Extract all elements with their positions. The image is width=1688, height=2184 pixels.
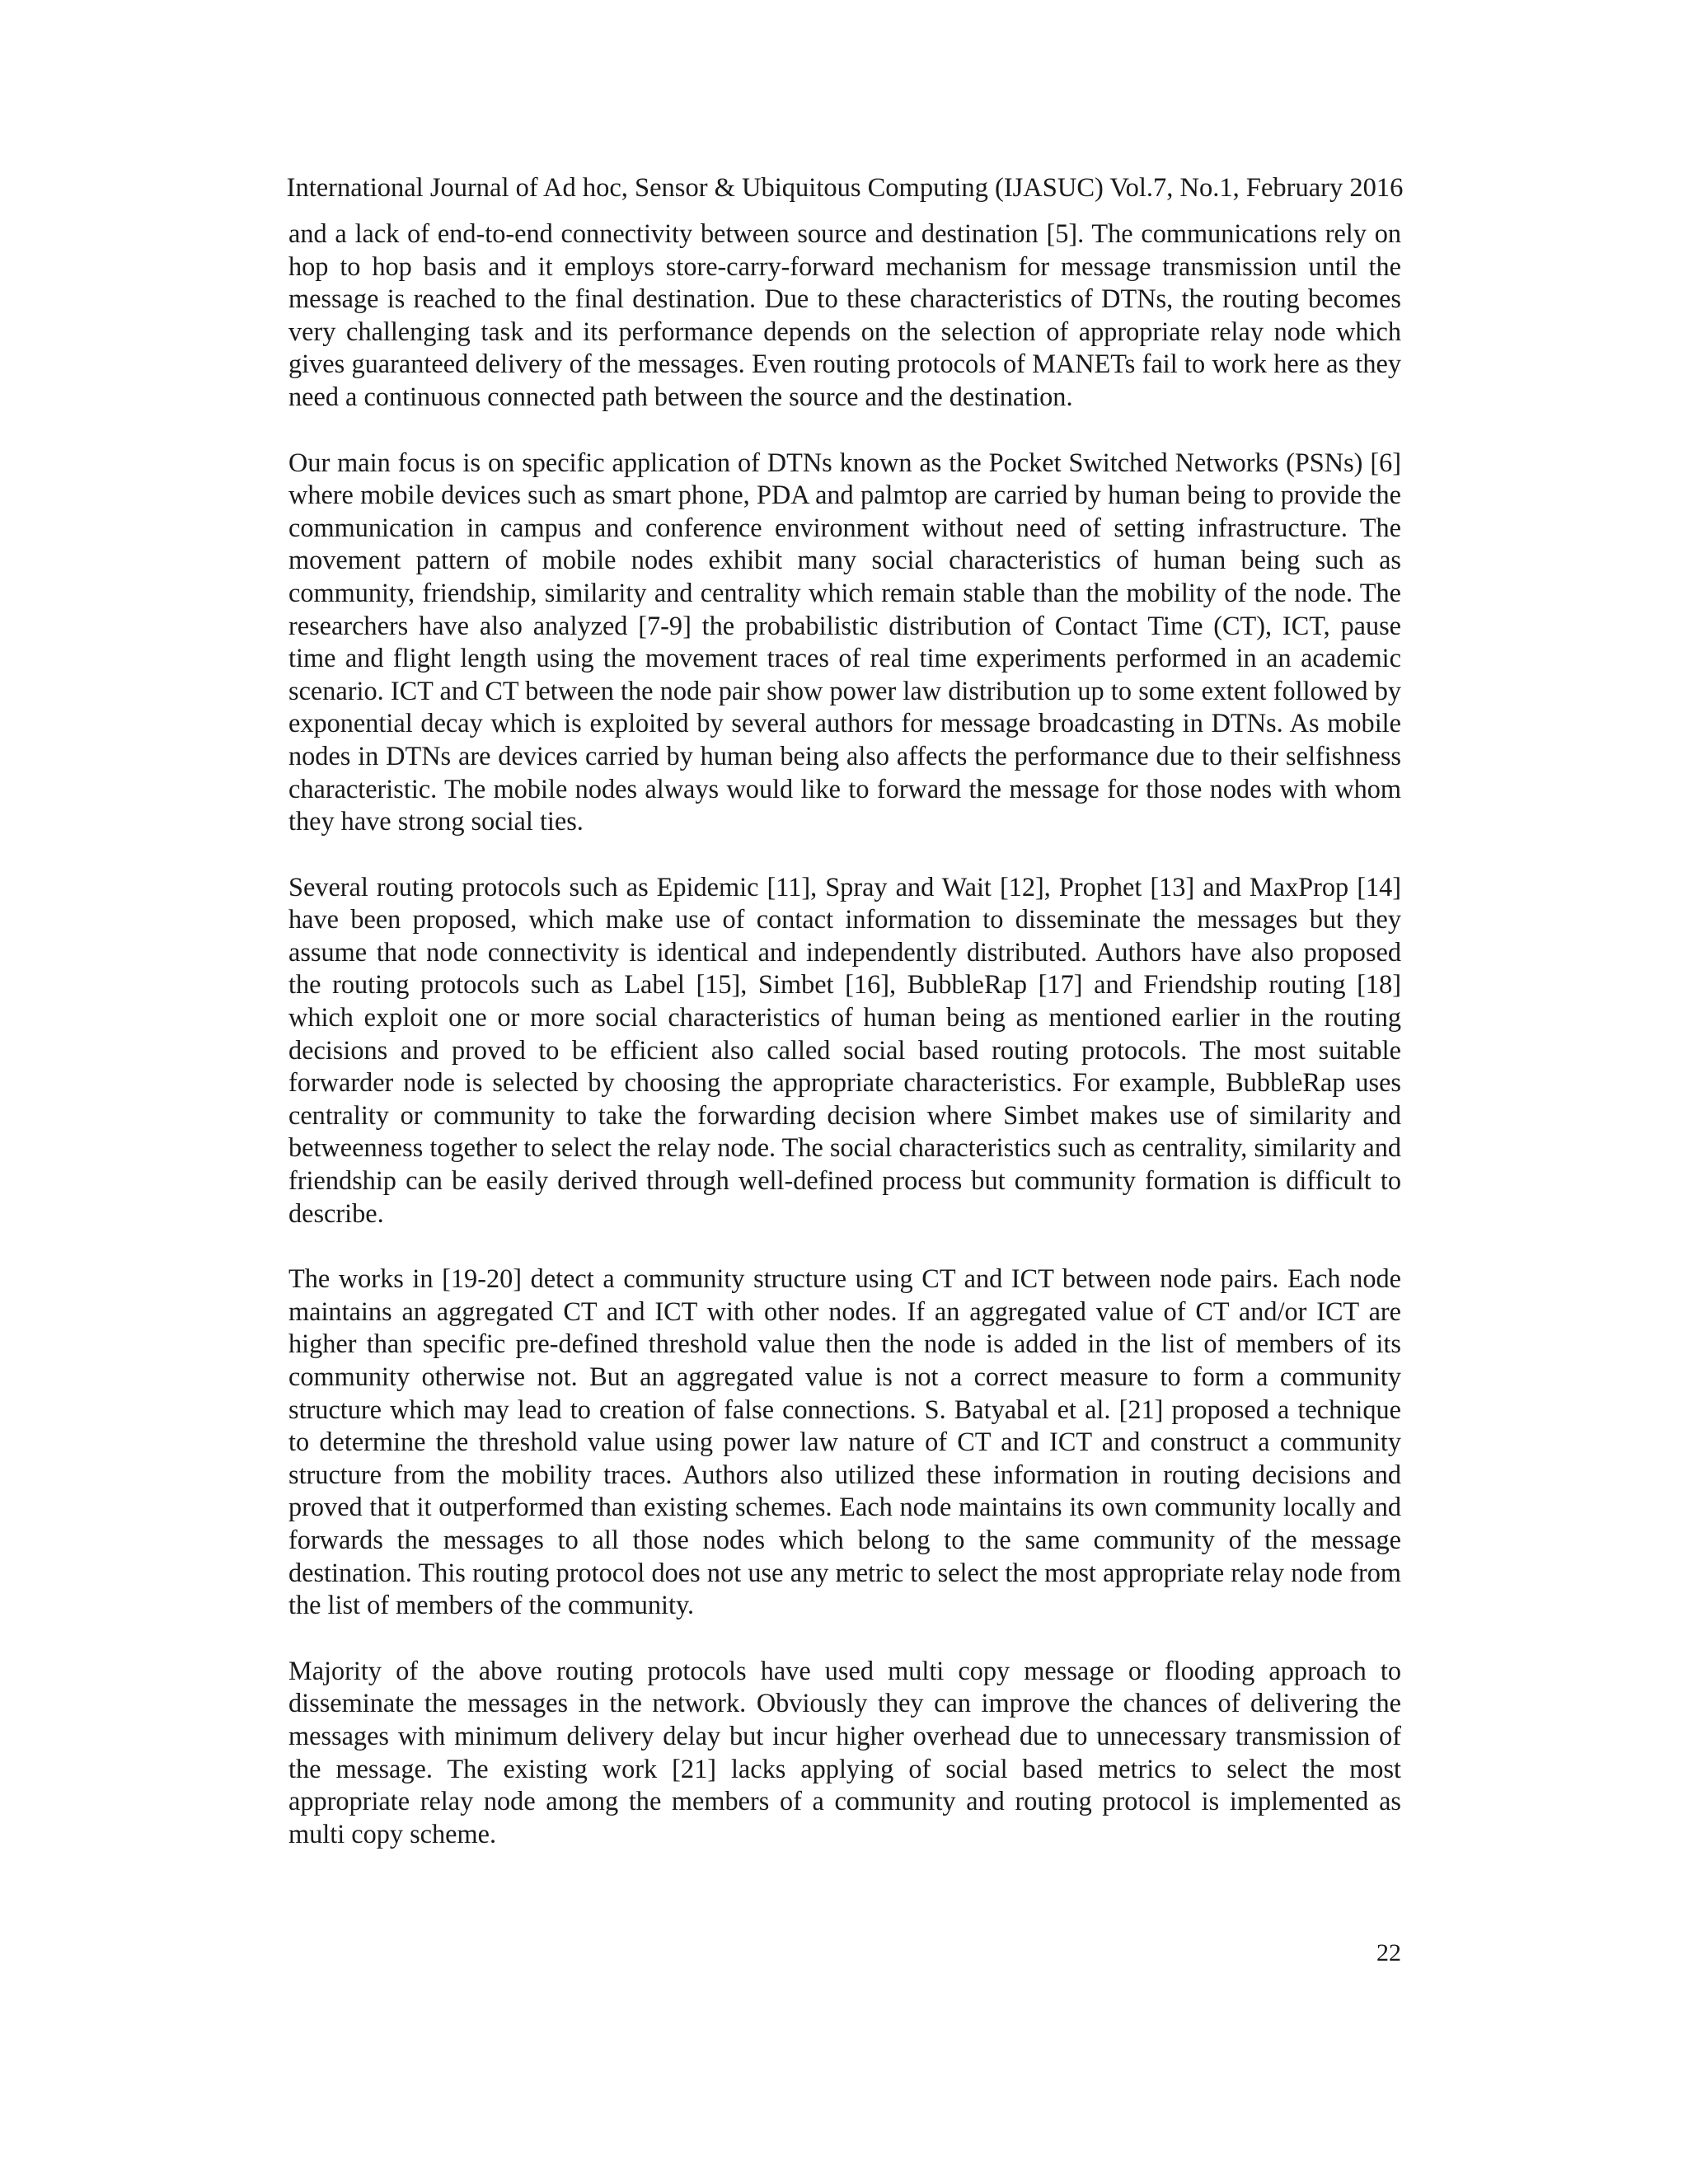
paragraph-1: and a lack of end-to-end connectivity between source and destination [5]. The communications rely on hop to hop basis and it employs store-carry-forward mechanism for message transmission until the message is reached to the final destination. Due to these characteristics of DTNs, the routing becomes very challenging task and its performance depends on the selection of appropriate relay node which gives guaranteed delivery of the messages. Even routing protocols of MANETs fail to work here as they need a continuous connected path between the source and the destination. xyxy=(288,218,1401,411)
running-header: International Journal of Ad hoc, Sensor & Ubiquitous Computing (IJASUC) Vol.7, No.1, February 2016 xyxy=(286,173,1404,203)
paragraph-2: Our main focus is on specific application of DTNs known as the Pocket Switched Networks (PSNs) [6] where mobile devices such as smart phone, PDA and palmtop are carried by human being to provide the communication in campus and conference environment without need of setting infrastructure. The movement pattern of mobile nodes exhibit many social characteristics of human being such as community, friendship, similarity and centrality which remain stable than the mobility of the node. The researchers have also analyzed [7-9] the probabilistic distribution of Contact Time (CT), ICT, pause time and flight length using the movement traces of real time experiments performed in an academic scenario. ICT and CT between the node pair show power law distribution up to some extent followed by exponential decay which is exploited by several authors for message broadcasting in DTNs. As mobile nodes in DTNs are devices carried by human being also affects the performance due to their selfishness characteristic. The mobile nodes always would like to forward the message for those nodes with whom they have strong social ties. xyxy=(288,447,1401,837)
paragraph-3: Several routing protocols such as Epidemic [11], Spray and Wait [12], Prophet [13] and MaxProp [14] have been proposed, which make use of contact information to disseminate the messages but they assume that node connectivity is identical and independently distributed. Authors have also proposed the routing protocols such as Label [15], Simbet [16], BubbleRap [17] and Friendship routing [18] which exploit one or more social characteristics of human being as mentioned earlier in the routing decisions and proved to be efficient also called social based routing protocols. The most suitable forwarder node is selected by choosing the appropriate characteristics. For example, BubbleRap uses centrality or community to take the forwarding decision where Simbet makes use of similarity and betweenness together to select the relay node. The social characteristics such as centrality, similarity and friendship can be easily derived through well-defined process but community formation is difficult to describe. xyxy=(288,871,1401,1228)
page-number: 22 xyxy=(1376,1939,1401,1966)
paragraph-5: Majority of the above routing protocols have used multi copy message or flooding approach to disseminate the messages in the network. Obviously they can improve the chances of delivering the messages with minimum delivery delay but incur higher overhead due to unnecessary transmission of the message. The existing work [21] lacks applying of social based metrics to select the most appropriate relay node among the members of a community and routing protocol is implemented as multi copy scheme. xyxy=(288,1655,1401,1849)
body-text xyxy=(288,218,1401,1850)
paragraph-4: The works in [19-20] detect a community structure using CT and ICT between node pairs. Each node maintains an aggregated CT and ICT with other nodes. If an aggregated value of CT and/or ICT are higher than specific pre-defined threshold value then the node is added in the list of members of its community otherwise not. But an aggregated value is not a correct measure to form a community structure which may lead to creation of false connections. S. Batyabal et al. [21] proposed a technique to determine the threshold value using power law nature of CT and ICT and construct a community structure from the mobility traces. Authors also utilized these information in routing decisions and proved that it outperformed than existing schemes. Each node maintains its own community locally and forwards the messages to all those nodes which belong to the same community of the message destination. This routing protocol does not use any metric to select the most appropriate relay node from the list of members of the community. xyxy=(288,1263,1401,1620)
